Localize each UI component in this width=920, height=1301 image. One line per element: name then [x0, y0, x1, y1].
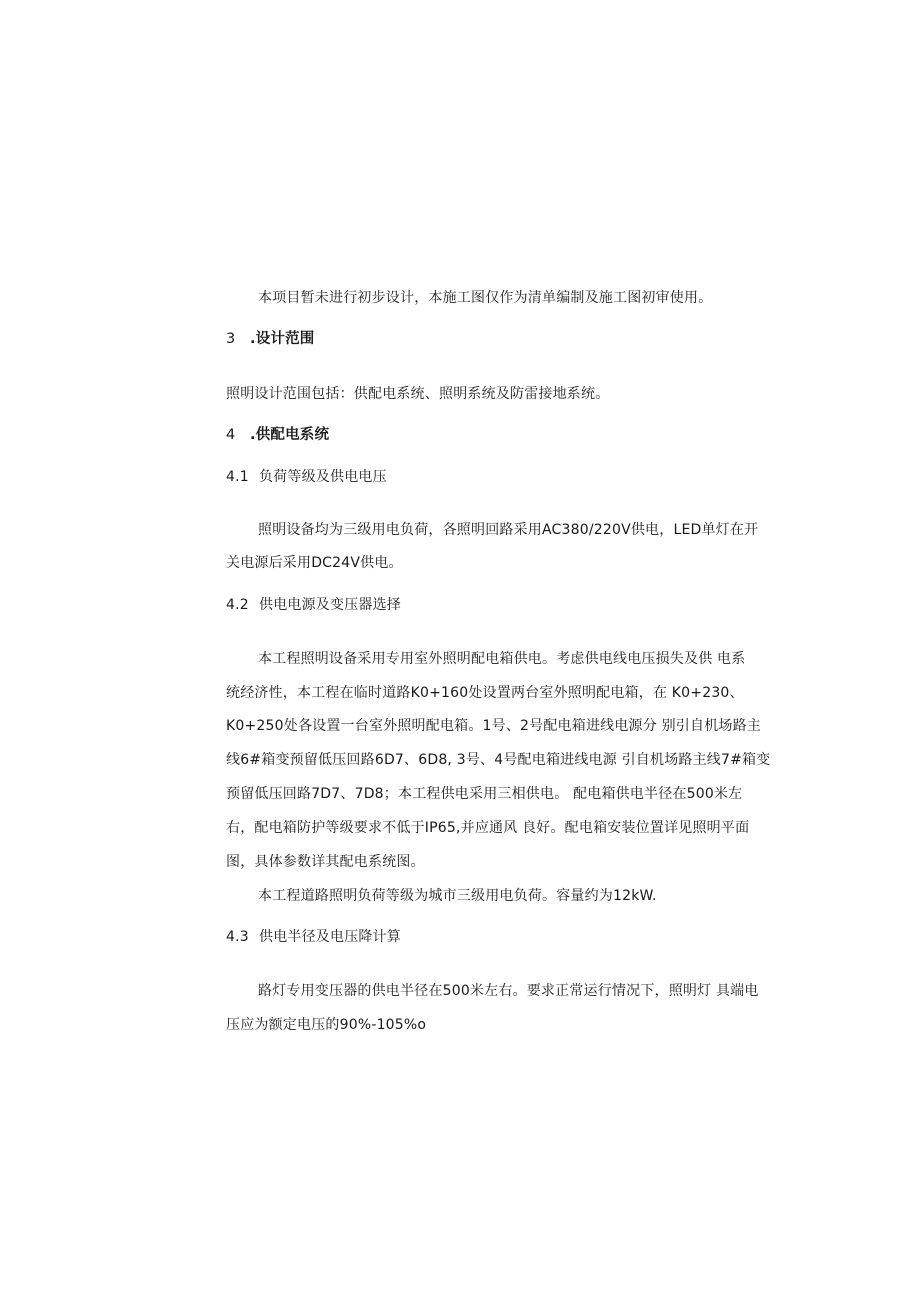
- section-4-2-line-5: 预留低压回路7D7、7D8；本工程供电采用三相供电。 配电箱供电半径在500米左: [226, 786, 743, 802]
- section-4-number: 4: [226, 427, 236, 443]
- section-4-1-title: 负荷等级及供电电压: [259, 469, 387, 485]
- section-4-2-line-1: 本工程照明设备采用专用室外照明配电箱供电。考虑供电线电压损失及供 电系: [258, 651, 746, 667]
- section-3-title: .设计范围: [250, 331, 315, 347]
- section-4-1-number: 4.1: [226, 469, 249, 485]
- intro-paragraph: 本项目暂未进行初步设计，本施工图仅作为清单编制及施工图初审使用。: [258, 290, 713, 306]
- section-4-1-heading: [226, 467, 746, 487]
- section-3-body: 照明设计范围包括：供配电系统、照明系统及防雷接地系统。: [226, 386, 610, 402]
- section-4-1-line-1: 照明设备均为三级用电负荷，各照明回路采用AC380/220V供电，LED单灯在开: [258, 522, 759, 538]
- section-4-heading: [226, 425, 746, 445]
- section-4-2-line-7: 图，具体参数详其配电系统图。: [226, 854, 425, 870]
- section-4-2-number: 4.2: [226, 597, 249, 613]
- section-4-2-line-3: K0+250处各设置一台室外照明配电箱。1号、2号配电箱进线电源分 别引自机场路主: [226, 718, 762, 734]
- section-4-3-line-1: 路灯专用变压器的供电半径在500米左右。要求正常运行情况下，照明灯 具端电: [258, 983, 759, 999]
- section-4-2-title: 供电电源及变压器选择: [259, 597, 401, 613]
- section-4-2-line-4: 线6#箱变预留低压回路6D7、6D8, 3号、4号配电箱进线电源 引自机场路主线7#箱变: [226, 752, 771, 768]
- section-4-3-number: 4.3: [226, 929, 249, 945]
- section-4-2-line-2: 统经济性，本工程在临时道路K0+160处设置两台室外照明配电箱，在 K0+230、: [226, 685, 744, 701]
- section-4-title: .供配电系统: [250, 427, 330, 443]
- section-4-2-load: 本工程道路照明负荷等级为城市三级用电负荷。容量约为12kW.: [258, 888, 657, 904]
- section-4-2-line-6: 右，配电箱防护等级要求不低于IP65,并应通风 良好。配电箱安装位置详见照明平面: [226, 820, 750, 836]
- section-4-2-heading: [226, 595, 746, 615]
- section-4-3-heading: [226, 927, 746, 947]
- section-4-3-line-2: 压应为额定电压的90%-105%o: [226, 1017, 427, 1033]
- section-4-3-title: 供电半径及电压降计算: [259, 929, 401, 945]
- section-3-number: 3: [226, 331, 236, 347]
- section-4-1-line-2: 关电源后采用DC24V供电。: [226, 555, 403, 571]
- section-3-heading: [226, 329, 746, 349]
